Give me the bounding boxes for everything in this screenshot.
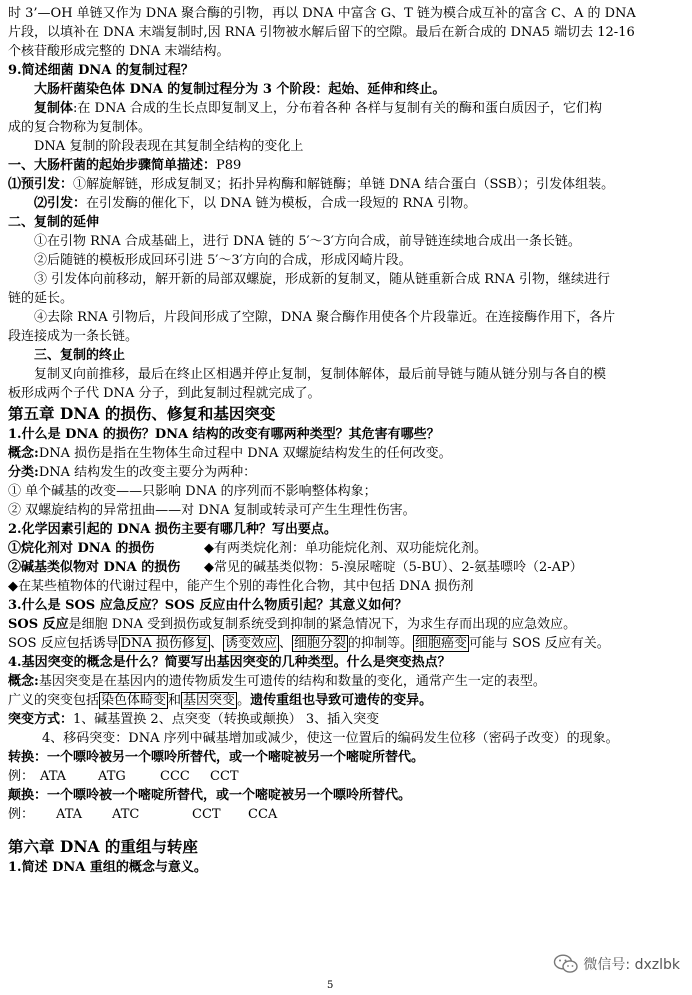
text-line: ①在引物 RNA 合成基础上，进行 DNA 链的 5′～3′方向合成，前导链连续地合成出一条长链。 — [34, 234, 581, 249]
text-line: ◆在某些植物体的代谢过程中，能产生个别的毒性化合物，其中包括 DNA 损伤剂 — [8, 579, 474, 594]
question-heading: 4.基因突变的概念是什么？简要写出基因突变的几种类型。什么是突变热点？ — [8, 655, 451, 670]
text-line: ⑴预引发：①解旋解链，形成复制叉；拓扑异构酶和解链酶；单链 DNA 结合蛋白（SSB）；引发体组装。 — [8, 177, 615, 192]
text-line: DNA 复制的阶段表现在其复制全结构的变化上 — [34, 139, 304, 154]
text-line: 4、移码突变：DNA 序列中碱基增加或减少，使这一位置后的编码发生位移（密码子改变）的现象。 — [42, 731, 619, 746]
text-line: 概念:基因突变是在基因内的遗传物质发生可遗传的结构和数量的变化，通常产生一定的表型。 — [8, 674, 546, 689]
text-line: 时 3’—OH 单链又作为 DNA 聚合酶的引物，再以 DNA 中富含 G、T 链为模合成互补的富含 C、A 的 DNA — [8, 6, 636, 21]
definition: 在 DNA 合成的生长点即复制叉上，分布着各种 各样与复制有关的酶和蛋白质因子，它们构 — [77, 101, 602, 116]
chapter-heading: 第五章 DNA 的损伤、修复和基因突变 — [8, 404, 276, 423]
boxed-term: DNA 损伤修复 — [120, 636, 208, 651]
term: 复制体 — [34, 101, 74, 116]
text-line: 链的延长。 — [8, 291, 74, 306]
text-line: 突变方式：1、碱基置换 2、点突变（转换或颠换） 3、插入突变 — [8, 712, 380, 727]
watermark-text: 微信号: dxzlbk — [583, 957, 680, 973]
question-heading: 2.化学因素引起的 DNA 损伤主要有哪几种？写出要点。 — [8, 522, 337, 537]
chapter-heading: 第六章 DNA 的重组与转座 — [8, 837, 198, 856]
boxed-term: 细胞癌变 — [415, 636, 468, 651]
text-line: 分类:DNA 结构发生的改变主要分为两种： — [8, 465, 257, 480]
section-heading: 二、复制的延伸 — [8, 215, 100, 230]
text-line: 成的复合物称为复制体。 — [8, 120, 152, 135]
question-heading: 9.简述细菌 DNA 的复制过程？ — [8, 63, 194, 78]
text-line: ④去除 RNA 引物后，片段间形成了空隙，DNA 聚合酶作用使各个片段靠近。在连接酶作用下，各片 — [34, 310, 616, 325]
boxed-term: 基因突变 — [183, 693, 236, 708]
section-heading: 三、复制的终止 — [34, 348, 126, 363]
text-line: SOS 反应包括诱导 DNA 损伤修复 、 诱变效应 、 细胞分裂 的抑制等。 细胞癌变 可能与 SOS 反应有关。 — [8, 636, 610, 651]
text-line: 复制叉向前推移，最后在终止区相遇并停止复制，复制体解体，最后前导链与随从链分别与各自的模 — [34, 367, 607, 382]
text-line: 大肠杆菌染色体 DNA 的复制过程分为 3 个阶段：起始、延伸和终止。 — [34, 82, 446, 97]
text-line: ① 单个碱基的改变——只影响 DNA 的序列而不影响整体构象； — [8, 484, 377, 499]
text-line: ②后随链的模板形成回环引进 5′～3′方向的合成，形成冈崎片段。 — [34, 253, 412, 268]
wechat-icon — [553, 954, 579, 974]
text-line: 广义的突变包括 染色体畸变 和 基因突变 。遗传重组也导致可遗传的变异。 — [8, 693, 433, 708]
watermark — [553, 954, 680, 974]
text-line: 个核苷酸形成完整的 DNA 末端结构。 — [8, 44, 230, 59]
text-line: ② 双螺旋结构的异常扭曲——对 DNA 复制或转录可产生生理性伤害。 — [8, 503, 416, 518]
text-line: 转换：一个嘌呤被另一个嘌呤所替代，或一个嘧啶被另一个嘧啶所替代。 — [8, 750, 425, 765]
boxed-term: 诱变效应 — [224, 636, 277, 651]
text-line: 概念:DNA 损伤是指在生物体生命过程中 DNA 双螺旋结构发生的任何改变。 — [8, 446, 452, 461]
text-line: 段连接成为一条长链。 — [8, 329, 139, 344]
text-line: ①烷化剂对 DNA 的损伤 ◆有两类烷化剂：单功能烷化剂、双功能烷化剂。 — [8, 541, 487, 556]
question-heading: 3.什么是 SOS 应急反应？SOS 反应由什么物质引起？其意义如何？ — [8, 598, 408, 613]
text-line: 板形成两个子代 DNA 分子，到此复制过程就完成了。 — [8, 386, 321, 401]
page-number: 5 — [327, 980, 334, 991]
section-heading: 一、大肠杆菌的起始步骤简单描述：P89 — [8, 158, 242, 173]
text-line: ⑵引发：在引发酶的催化下，以 DNA 链为模板，合成一段短的 RNA 引物。 — [34, 196, 477, 211]
text-line: 片段，以填补在 DNA 末端复制时,因 RNA 引物被水解后留下的空隙。最后在新合成的 DNA5 端切去 12-16 — [8, 25, 635, 40]
text-line: ②碱基类似物对 DNA 的损伤 ◆常见的碱基类似物：5-溴尿嘧啶（5-BU）、2-氨基嘌呤（2-AP） — [8, 560, 583, 575]
boxed-term: 细胞分裂 — [293, 636, 346, 651]
example-line: 例： ATA ATG CCC CCT — [8, 769, 239, 784]
question-heading: 1.什么是 DNA 的损伤？DNA 结构的改变有哪两种类型？其危害有哪些？ — [8, 427, 440, 442]
text-line: 颠换：一个嘌呤被一个嘧啶所替代，或一个嘧啶被另一个嘌呤所替代。 — [8, 788, 412, 803]
document-page — [8, 4, 684, 877]
example-line: 例： ATA ATC CCT CCA — [8, 807, 278, 822]
boxed-term: 染色体畸变 — [101, 693, 167, 708]
text-line: 复制体:在 DNA 合成的生长点即复制叉上，分布着各种 各样与复制有关的酶和蛋白质因子，它们构 — [34, 101, 602, 116]
question-heading: 1.简述 DNA 重组的概念与意义。 — [8, 860, 207, 875]
text-line: SOS 反应是细胞 DNA 受到损伤或复制系统受到抑制的紧急情况下，为求生存而出现的应急效应。 — [8, 617, 577, 632]
text-line: ③ 引发体向前移动，解开新的局部双螺旋，形成新的复制叉，随从链重新合成 RNA 引物，继续进行 — [34, 272, 610, 287]
